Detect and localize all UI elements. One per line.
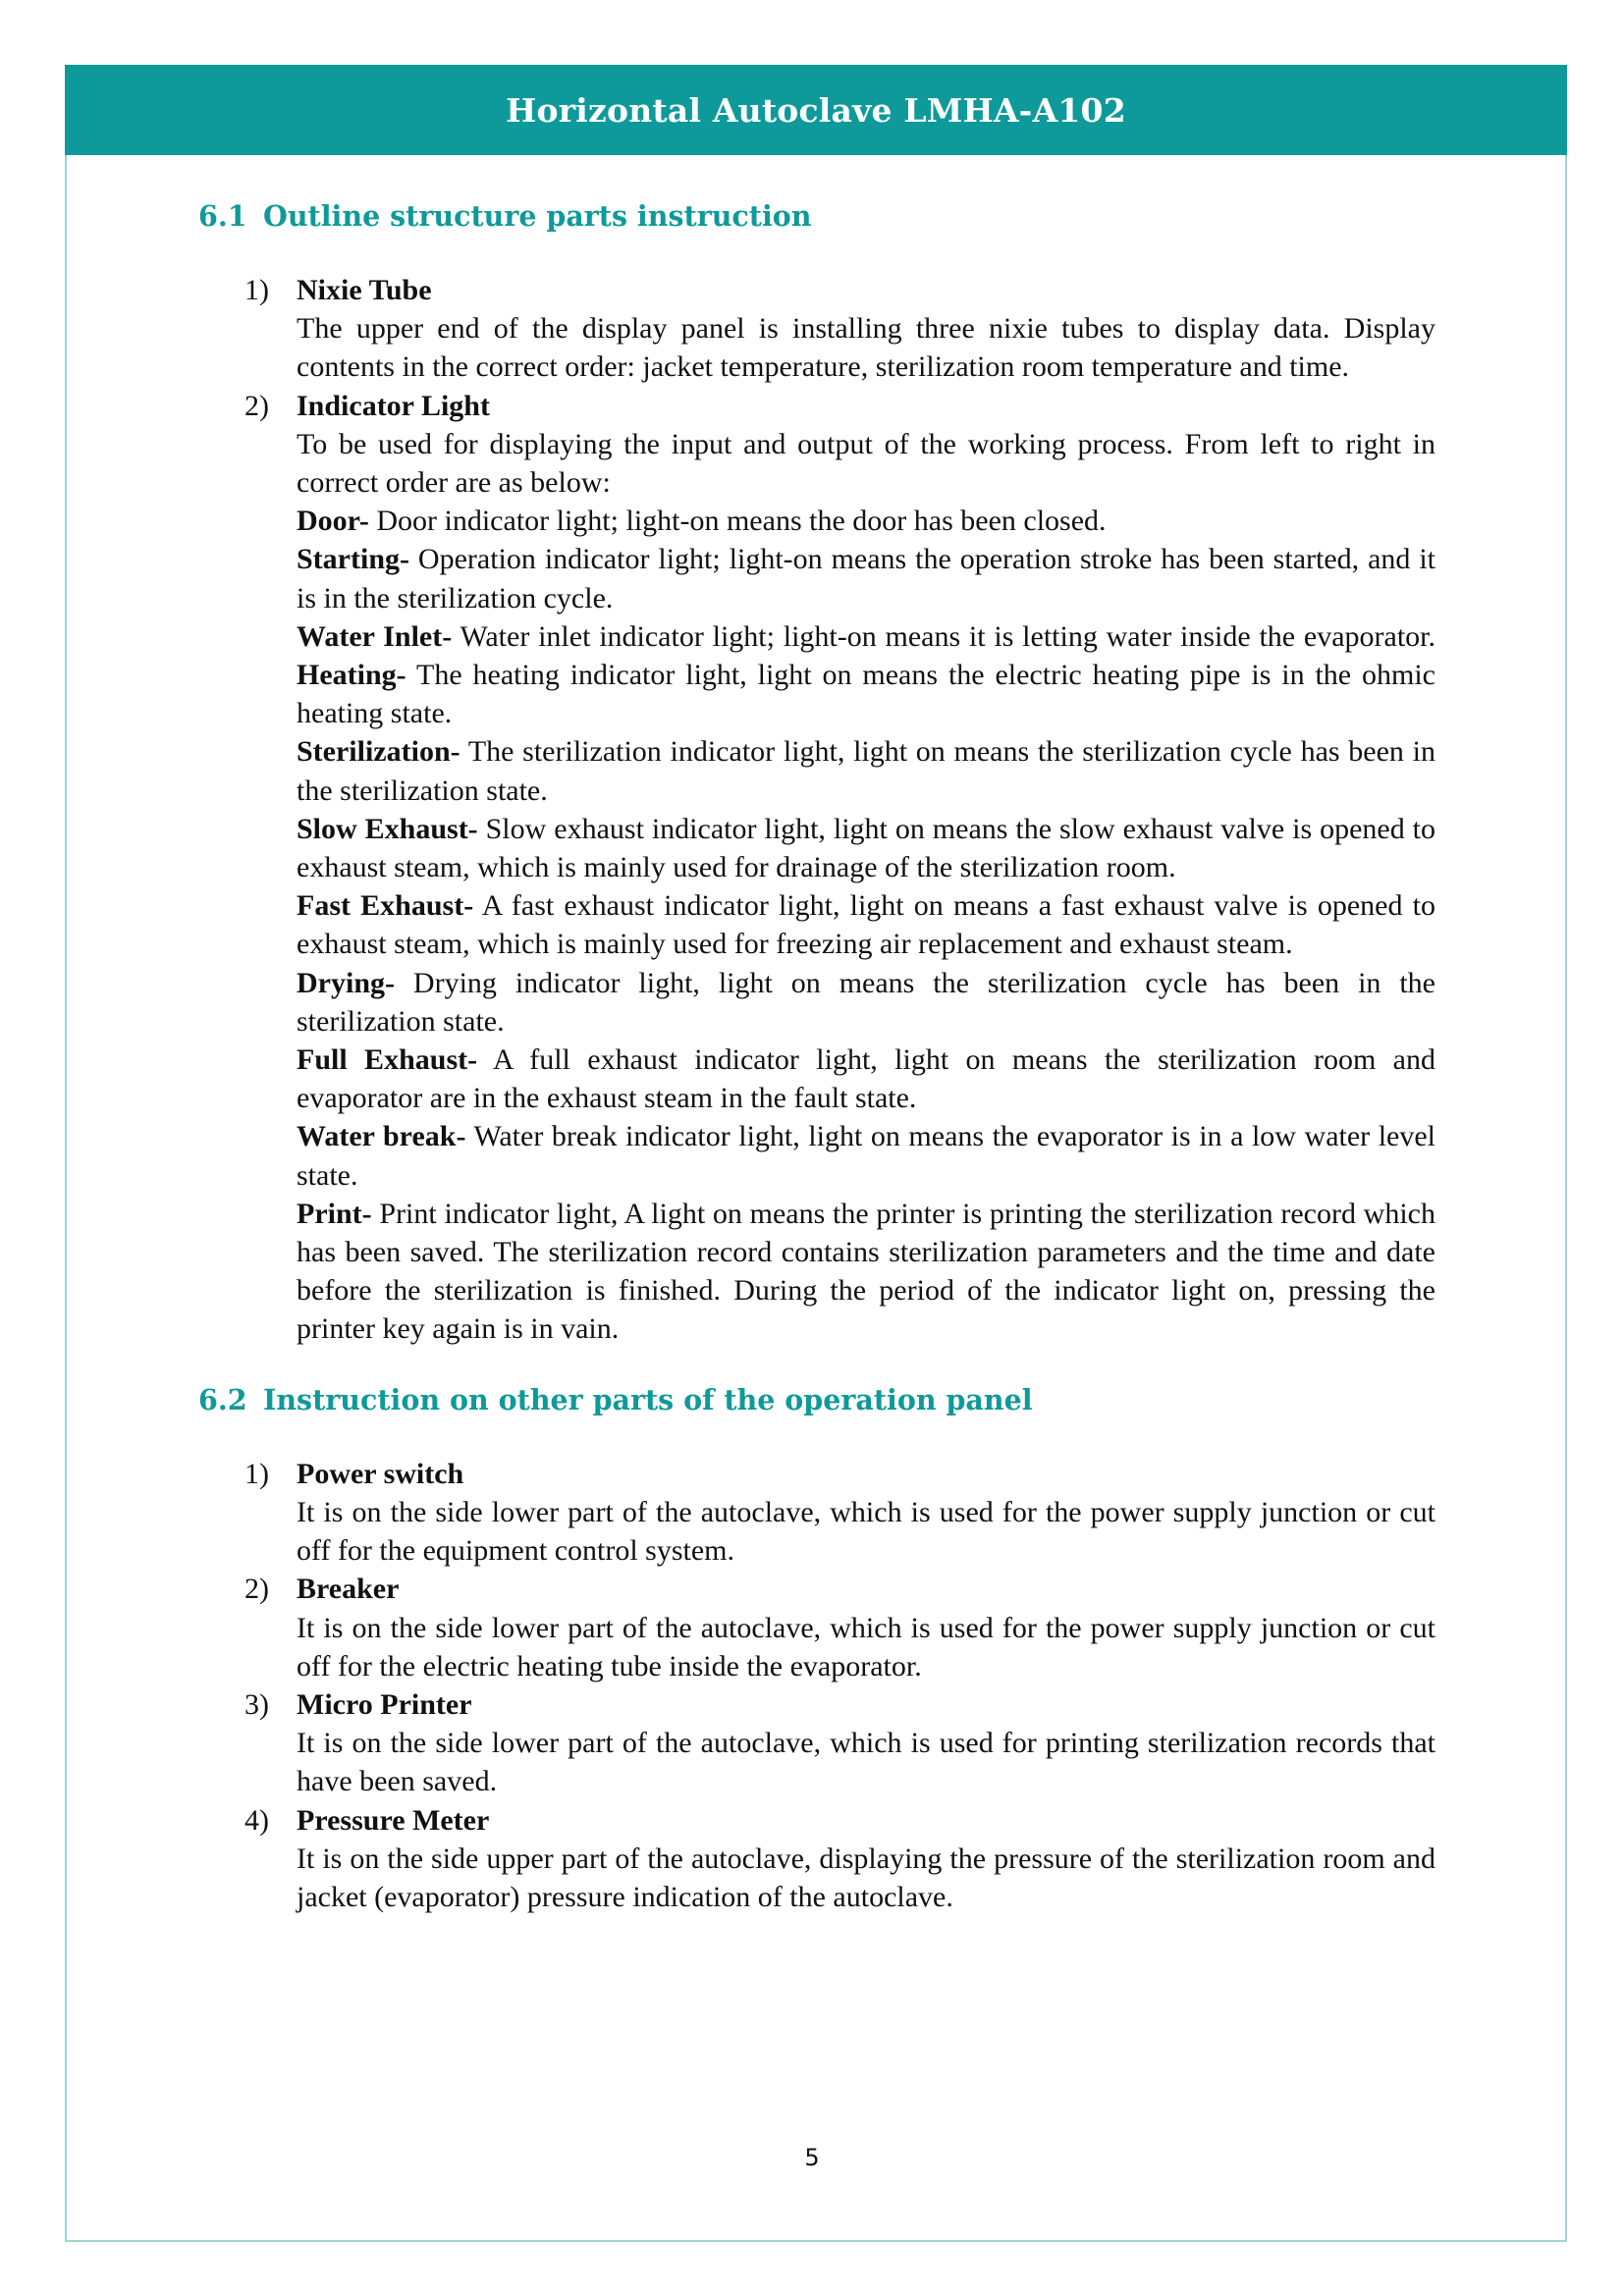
list-marker: 4): [244, 1803, 269, 1837]
list-marker: 3): [244, 1687, 269, 1721]
definition-term: Water break-: [297, 1120, 466, 1153]
section-number: 6.1: [198, 199, 247, 233]
list-item: [198, 1801, 1435, 1917]
definition-text: Water break indicator light, light on means the evaporator is in a low water level state.: [297, 1120, 1436, 1192]
section-list: [198, 1455, 1435, 1916]
item-heading: Power switch: [297, 1457, 464, 1490]
definition-text: A fast exhaust indicator light, light on means a fast exhaust valve is opened to exhaust steam, which is mainly used for freezing air replacement and exhaust steam.: [297, 889, 1435, 961]
item-heading: Indicator Light: [297, 389, 490, 422]
definition-text: Drying indicator light, light on means the sterilization cycle has been in the sterilization state.: [297, 966, 1435, 1038]
definition-term: Slow Exhaust-: [297, 812, 478, 845]
definition-text: Door indicator light; light-on means the door has been closed.: [368, 505, 1107, 538]
definition: [297, 617, 1435, 733]
definition-term: Print-: [297, 1197, 372, 1230]
definition: [297, 886, 1435, 963]
item-text: It is on the side lower part of the autoclave, which is used for the power supply junction or cut off for the electric heating tube inside the evaporator.: [297, 1611, 1435, 1682]
definition-text: Slow exhaust indicator light, light on means the slow exhaust valve is opened to exhaust steam, which is mainly used for drainage of the sterilization room.: [297, 812, 1435, 884]
definition-term: Water Inlet-: [297, 619, 453, 653]
definition-term: Drying-: [297, 966, 395, 999]
definition-text: A full exhaust indicator light, light on means the sterilization room and evaporator are in the exhaust steam in the fault state.: [297, 1043, 1435, 1115]
list-marker: 1): [244, 274, 269, 306]
definition-term: Starting-: [297, 543, 409, 576]
item-heading: Pressure Meter: [297, 1803, 490, 1837]
section-heading: [198, 1378, 1435, 1421]
list-marker: 2): [244, 389, 269, 422]
definition: [297, 964, 1435, 1041]
definition-term: Sterilization-: [297, 735, 460, 769]
section-list: [198, 271, 1435, 1349]
definition-text: The heating indicator light, light on means the electric heating pipe is in the ohmic heating state.: [297, 659, 1435, 730]
definition: [297, 810, 1435, 886]
section-number: 6.2: [198, 1382, 247, 1416]
item-heading: Nixie Tube: [297, 274, 432, 306]
document-title: Horizontal Autoclave LMHA-A102: [506, 90, 1126, 130]
definition-text: Water inlet indicator light; light-on means it is letting water inside the evaporator.: [452, 619, 1435, 653]
list-item: [198, 1455, 1435, 1571]
section-title: Instruction on other parts of the operation panel: [263, 1382, 1033, 1416]
definition: [297, 502, 1435, 540]
definition: [297, 732, 1435, 809]
item-text: It is on the side upper part of the autoclave, displaying the pressure of the sterilization room and jacket (evaporator) pressure indication of the autoclave.: [297, 1842, 1435, 1913]
definition-text: The sterilization indicator light, light on means the sterilization cycle has been in the sterilization state.: [297, 735, 1435, 807]
page-number: 5: [804, 2144, 820, 2171]
item-text: It is on the side lower part of the autoclave, which is used for printing sterilization records that have been saved.: [297, 1727, 1435, 1798]
document-header: [65, 65, 1567, 155]
list-marker: 1): [244, 1457, 269, 1490]
definition: [297, 540, 1435, 616]
list-item: [198, 387, 1435, 1349]
list-item: [198, 271, 1435, 387]
definition: [297, 1195, 1435, 1349]
section-heading: [198, 194, 1435, 238]
definition-term: Heating-: [297, 659, 406, 692]
list-marker: 2): [244, 1573, 269, 1606]
definition: [297, 1117, 1435, 1194]
definition-text: Operation indicator light; light-on means the operation stroke has been started, and it is in the sterilization cycle.: [297, 543, 1435, 614]
document-body: [198, 194, 1435, 1916]
definition-text: Print indicator light, A light on means the printer is printing the sterilization record which has been saved. The sterilization record contains sterilization parameters and the time and date before the sterilization is finished. During the period of the indicator light on, pressing the printer key again is in vain.: [297, 1197, 1435, 1346]
list-item: [198, 1570, 1435, 1685]
list-item: [198, 1685, 1435, 1801]
definition: [297, 1041, 1435, 1117]
item-text: It is on the side lower part of the autoclave, which is used for the power supply junction or cut off for the equipment control system.: [297, 1495, 1435, 1568]
item-heading: Breaker: [297, 1573, 400, 1606]
definition-term: Fast Exhaust-: [297, 889, 474, 923]
item-intro: To be used for displaying the input and output of the working process. From left to right in correct order are as below:: [297, 427, 1435, 500]
item-text: The upper end of the display panel is installing three nixie tubes to display data. Display contents in the correct order: jacket temperature, sterilization room temperature and time.: [297, 312, 1435, 384]
item-heading: Micro Printer: [297, 1687, 472, 1721]
definition-term: Door-: [297, 505, 369, 538]
definition-term: Full Exhaust-: [297, 1043, 478, 1077]
section-title: Outline structure parts instruction: [263, 199, 812, 233]
